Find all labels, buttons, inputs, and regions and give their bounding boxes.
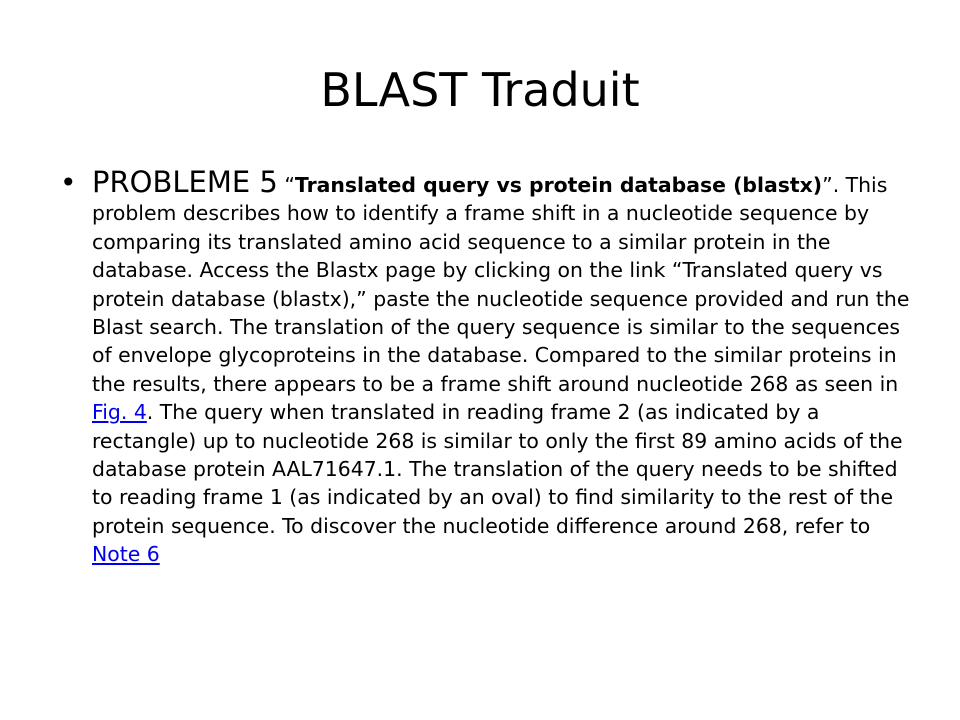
- quote-open: “: [277, 173, 295, 197]
- slide-title: BLAST Traduit: [320, 63, 640, 117]
- bold-title: Translated query vs protein database (blastx): [294, 173, 823, 197]
- quote-close: ”.: [822, 173, 846, 197]
- paragraph-text-2: . The query when translated in reading frame 2 (as indicated by a rectangle) up to nucleotide 268 is similar to only the first 89 amino acids of the database protein AAL71647.1. The translation of the query needs to be shifted to reading frame 1 (as indicated by an oval) to find similarity to the rest of the protein sequence. To discover the nucleotide difference around 268, refer to: [92, 400, 903, 538]
- bullet-marker: •: [60, 166, 77, 199]
- bullet-paragraph: [92, 166, 912, 569]
- note-6-link[interactable]: Note 6: [92, 542, 160, 567]
- slide-body: [60, 165, 912, 569]
- fig-4-link[interactable]: Fig. 4: [92, 400, 147, 425]
- problem-label: PROBLEME 5: [92, 165, 278, 199]
- paragraph-text-1: This problem describes how to identify a frame shift in a nucleotide sequence by comparing its translated amino acid sequence to a similar protein in the database. Access the Blastx page by clicking on the link “Translated query vs protein database (blastx),” paste the nucleotide sequence provided and run the Blast search. The translation of the query sequence is similar to the sequences of envelope glycoproteins in the database. Compared to the similar proteins in the results, there appears to be a frame shift around nucleotide 268 as seen in: [92, 173, 910, 396]
